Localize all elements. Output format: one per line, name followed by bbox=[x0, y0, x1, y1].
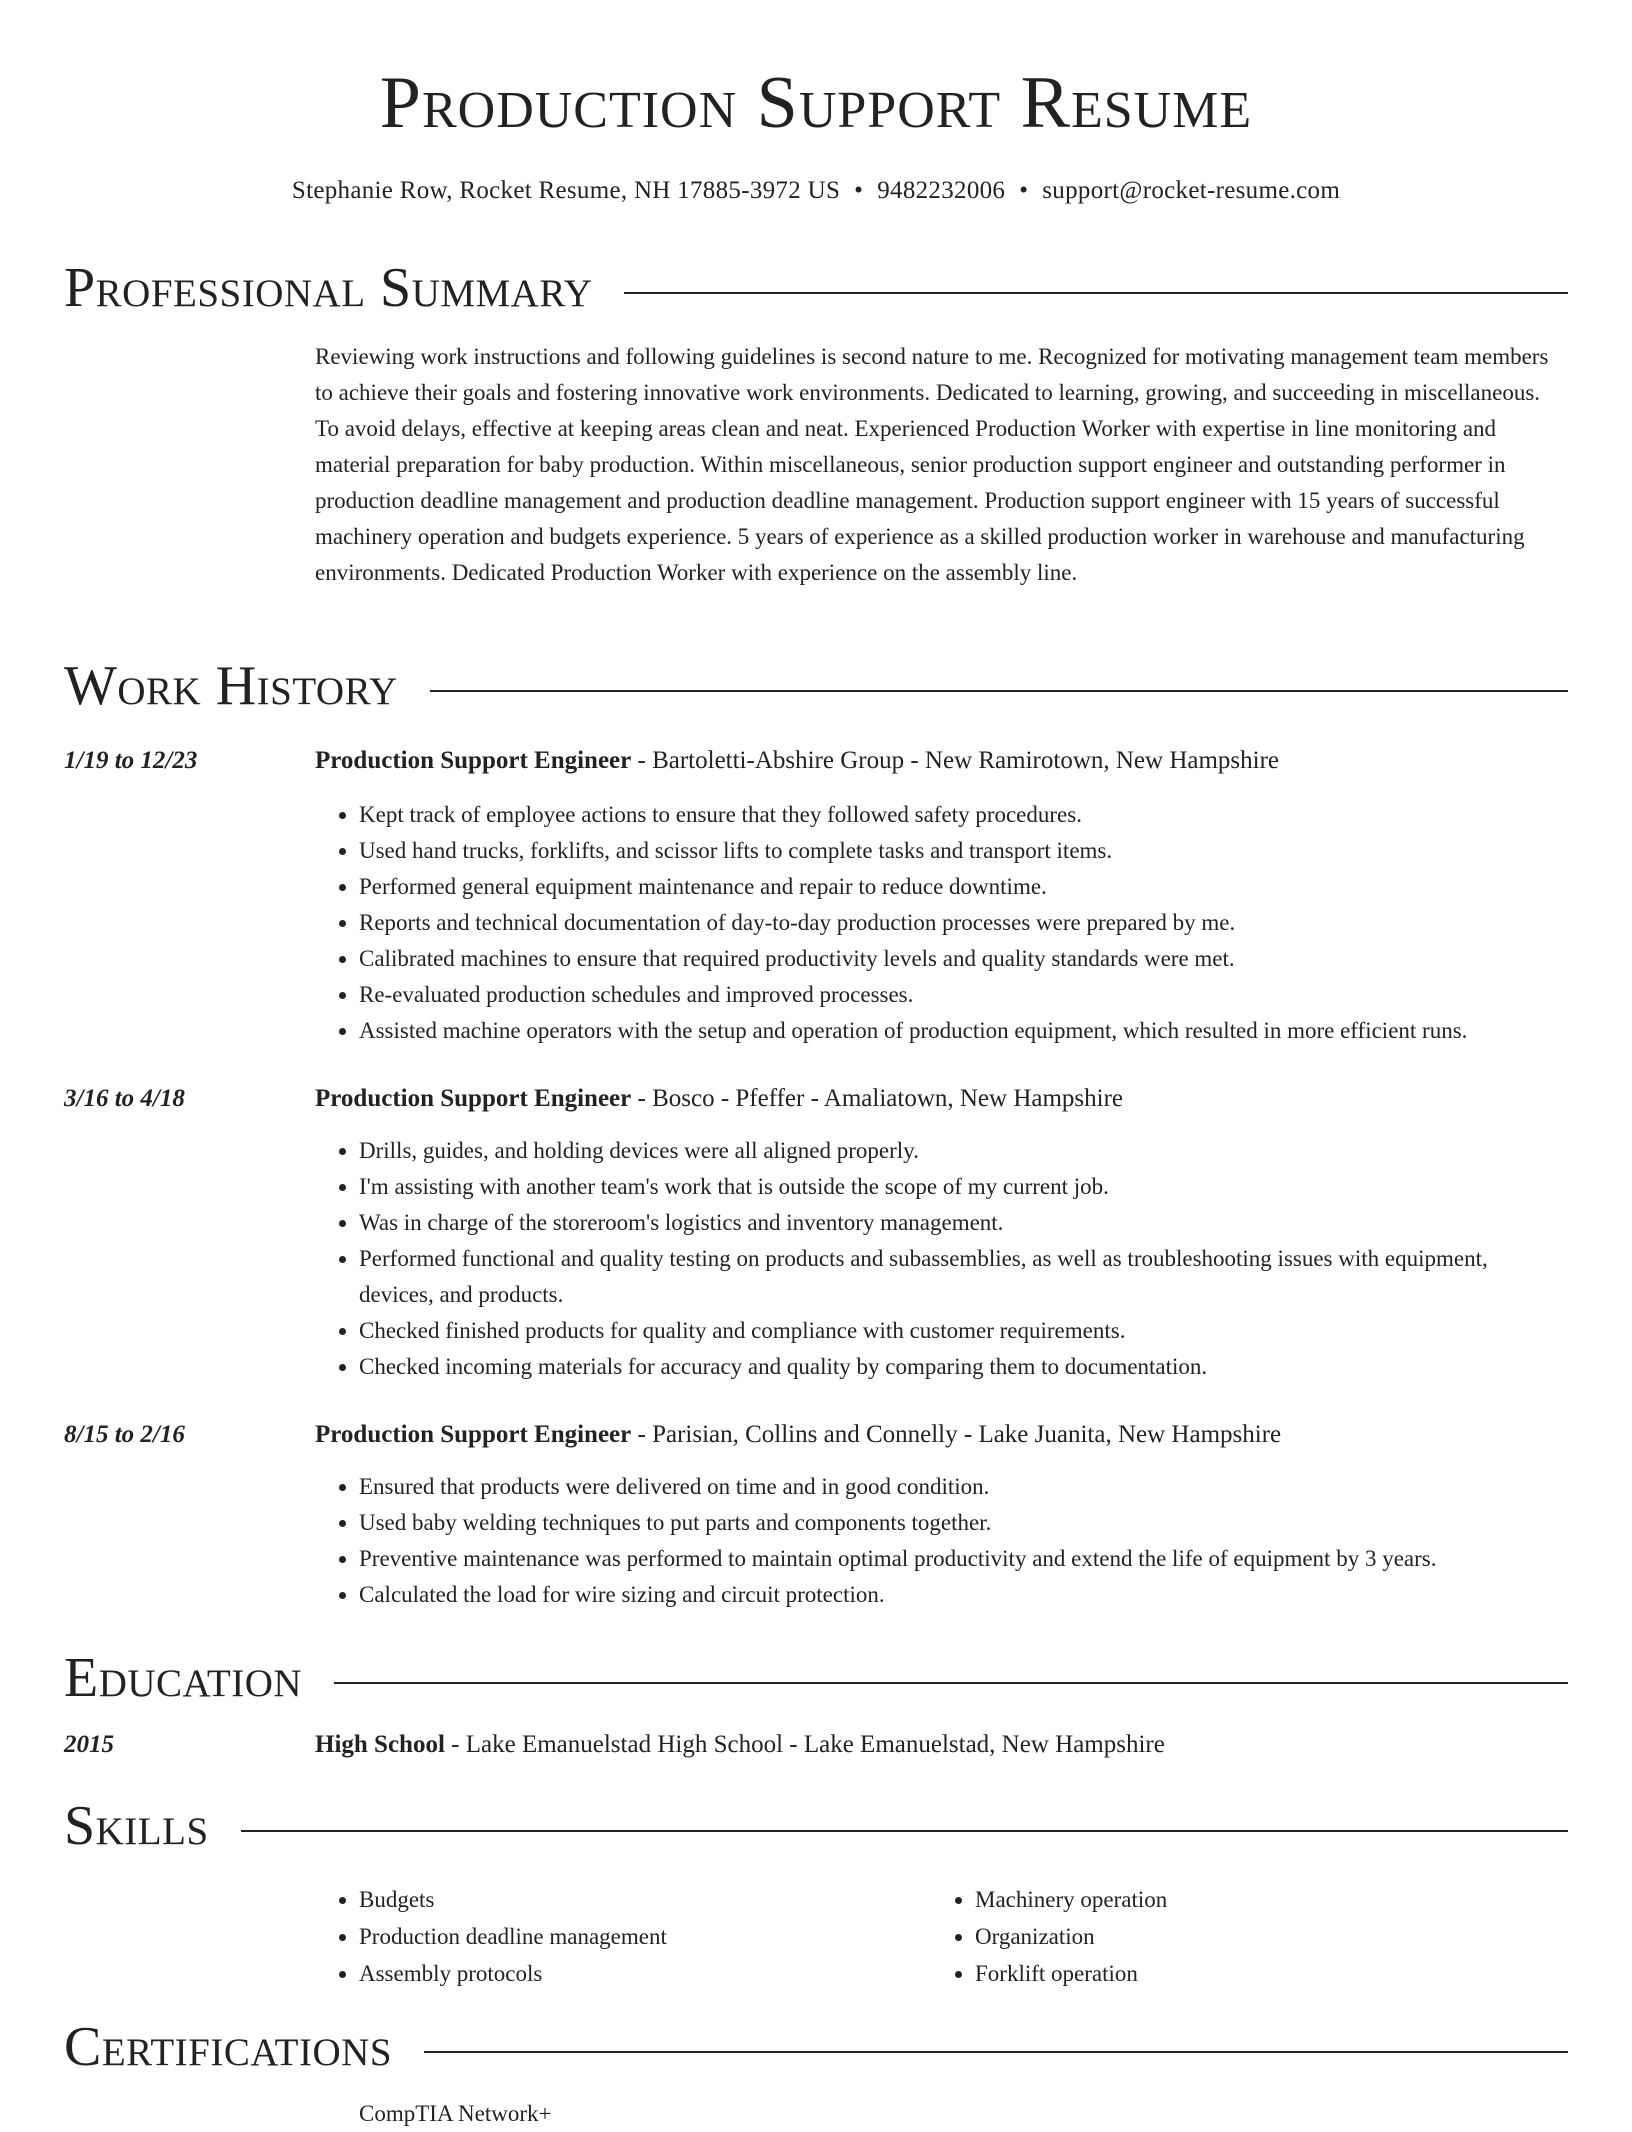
section-header bbox=[64, 651, 1568, 721]
job-bullet: • Calibrated machines to ensure that required productivity levels and quality standards were met. bbox=[359, 941, 1568, 977]
job-bullet: • I'm assisting with another team's work that is outside the scope of my current job. bbox=[359, 1169, 1568, 1205]
job-header bbox=[315, 1417, 1568, 1453]
skills-column-left bbox=[315, 1881, 931, 1992]
contact-line bbox=[0, 174, 1632, 208]
summary-heading: Professional Summary bbox=[64, 257, 593, 319]
skill-item: • Organization bbox=[975, 1918, 1547, 1955]
skill-item: • Budgets bbox=[359, 1881, 931, 1918]
job-bullet: • Was in charge of the storeroom's logistics and inventory management. bbox=[359, 1205, 1568, 1241]
job-bullet: • Kept track of employee actions to ensure that they followed safety procedures. bbox=[359, 797, 1568, 833]
skills-column-right bbox=[931, 1881, 1547, 1992]
job-bullet: • Used hand trucks, forklifts, and scissor lifts to complete tasks and transport items. bbox=[359, 833, 1568, 869]
section-divider bbox=[430, 690, 1568, 692]
job-bullet: • Assisted machine operators with the setup and operation of production equipment, which resulted in more efficient runs. bbox=[359, 1013, 1568, 1049]
education-year: 2015 bbox=[64, 1731, 114, 1758]
job-bullet: • Reports and technical documentation of day-to-day production processes were prepared by me. bbox=[359, 905, 1568, 941]
education-details: - Lake Emanuelstad High School - Lake Emanuelstad, New Hampshire bbox=[444, 1731, 1165, 1758]
skills-list bbox=[931, 1881, 1547, 1992]
job-bullets bbox=[315, 797, 1568, 1049]
job-details: - Parisian, Collins and Connelly - Lake Juanita, New Hampshire bbox=[631, 1421, 1282, 1448]
job-entry bbox=[64, 1417, 1568, 1613]
job-bullet: • Used baby welding techniques to put parts and components together. bbox=[359, 1505, 1568, 1541]
job-title: Production Support Engineer bbox=[315, 747, 632, 774]
work-history-heading: Work History bbox=[64, 655, 398, 717]
contact-address: Stephanie Row, Rocket Resume, NH 17885-3972 US bbox=[291, 177, 841, 204]
contact-separator: • bbox=[1019, 177, 1029, 204]
education-entry bbox=[64, 1727, 1568, 1763]
skills-list bbox=[315, 1881, 931, 1992]
job-bullet: • Calculated the load for wire sizing and circuit protection. bbox=[359, 1577, 1568, 1613]
job-title: Production Support Engineer bbox=[315, 1421, 632, 1448]
work-history-section bbox=[64, 651, 1568, 1613]
section-divider bbox=[241, 1830, 1568, 1832]
skill-item: • Forklift operation bbox=[975, 1955, 1547, 1992]
certifications-section bbox=[64, 2012, 1568, 2132]
education-heading: Education bbox=[64, 1647, 303, 1709]
section-divider bbox=[624, 292, 1568, 294]
skill-item: • Machinery operation bbox=[975, 1881, 1547, 1918]
section-header bbox=[64, 1643, 1568, 1713]
contact-phone: 9482232006 bbox=[877, 177, 1006, 204]
job-details: - Bosco - Pfeffer - Amaliatown, New Hampshire bbox=[631, 1085, 1124, 1112]
job-dates: 3/16 to 4/18 bbox=[64, 1085, 185, 1112]
education-degree: High School bbox=[315, 1731, 445, 1758]
section-divider bbox=[424, 2051, 1568, 2053]
summary-section bbox=[64, 253, 1568, 591]
section-header bbox=[64, 253, 1568, 323]
job-entry bbox=[64, 1081, 1568, 1385]
job-bullet: • Drills, guides, and holding devices were all aligned properly. bbox=[359, 1133, 1568, 1169]
skills-grid bbox=[315, 1881, 1568, 1992]
section-divider bbox=[334, 1682, 1568, 1684]
certifications-heading: Certifications bbox=[64, 2016, 393, 2078]
job-bullet: • Performed general equipment maintenance and repair to reduce downtime. bbox=[359, 869, 1568, 905]
job-details: - Bartoletti-Abshire Group - New Ramirotown, New Hampshire bbox=[631, 747, 1280, 774]
job-header bbox=[315, 1081, 1568, 1117]
education-section bbox=[64, 1643, 1568, 1763]
certification-item: CompTIA Network+ bbox=[359, 2101, 552, 2126]
education-header bbox=[315, 1727, 1568, 1763]
job-dates: 8/15 to 2/16 bbox=[64, 1421, 185, 1448]
job-bullet: • Preventive maintenance was performed to maintain optimal productivity and extend the life of equipment by 3 years. bbox=[359, 1541, 1568, 1577]
job-bullet: • Checked finished products for quality and compliance with customer requirements. bbox=[359, 1313, 1568, 1349]
skill-item: • Production deadline management bbox=[359, 1918, 931, 1955]
summary-text: Reviewing work instructions and following guidelines is second nature to me. Recognized for motivating management team members to achieve their goals and fostering innovative work environments. Dedicated to learning, growing, and succeeding in miscellaneous. To avoid delays, effective at keeping areas clean and neat. Experienced Production Worker with expertise in line monitoring and material preparation for baby production. Within miscellaneous, senior production support engineer and outstanding performer in production deadline management and production deadline management. Production support engineer with 15 years of successful machinery operation and budgets experience. 5 years of experience as a skilled production worker in warehouse and manufacturing environments. Dedicated Production Worker with experience on the assembly line. bbox=[315, 344, 1549, 585]
contact-email: support@rocket-resume.com bbox=[1042, 177, 1341, 204]
job-bullets bbox=[315, 1133, 1568, 1385]
contact-separator: • bbox=[854, 177, 864, 204]
job-header bbox=[315, 743, 1568, 779]
job-bullet: • Ensured that products were delivered on time and in good condition. bbox=[359, 1469, 1568, 1505]
certifications-list bbox=[315, 2096, 1568, 2132]
job-entry bbox=[64, 743, 1568, 1049]
skill-item: • Assembly protocols bbox=[359, 1955, 931, 1992]
job-bullet: • Re-evaluated production schedules and improved processes. bbox=[359, 977, 1568, 1013]
job-title: Production Support Engineer bbox=[315, 1085, 632, 1112]
job-bullet: • Checked incoming materials for accuracy and quality by comparing them to documentation. bbox=[359, 1349, 1568, 1385]
job-bullets bbox=[315, 1469, 1568, 1613]
skills-section bbox=[64, 1791, 1568, 1992]
job-bullet: • Performed functional and quality testing on products and subassemblies, as well as troubleshooting issues with equipment, devices, and products. bbox=[359, 1241, 1568, 1313]
section-header bbox=[64, 2012, 1568, 2082]
skills-heading: Skills bbox=[64, 1795, 209, 1857]
document-title: Production Support Resume bbox=[379, 62, 1253, 144]
job-dates: 1/19 to 12/23 bbox=[64, 747, 198, 774]
section-header bbox=[64, 1791, 1568, 1861]
